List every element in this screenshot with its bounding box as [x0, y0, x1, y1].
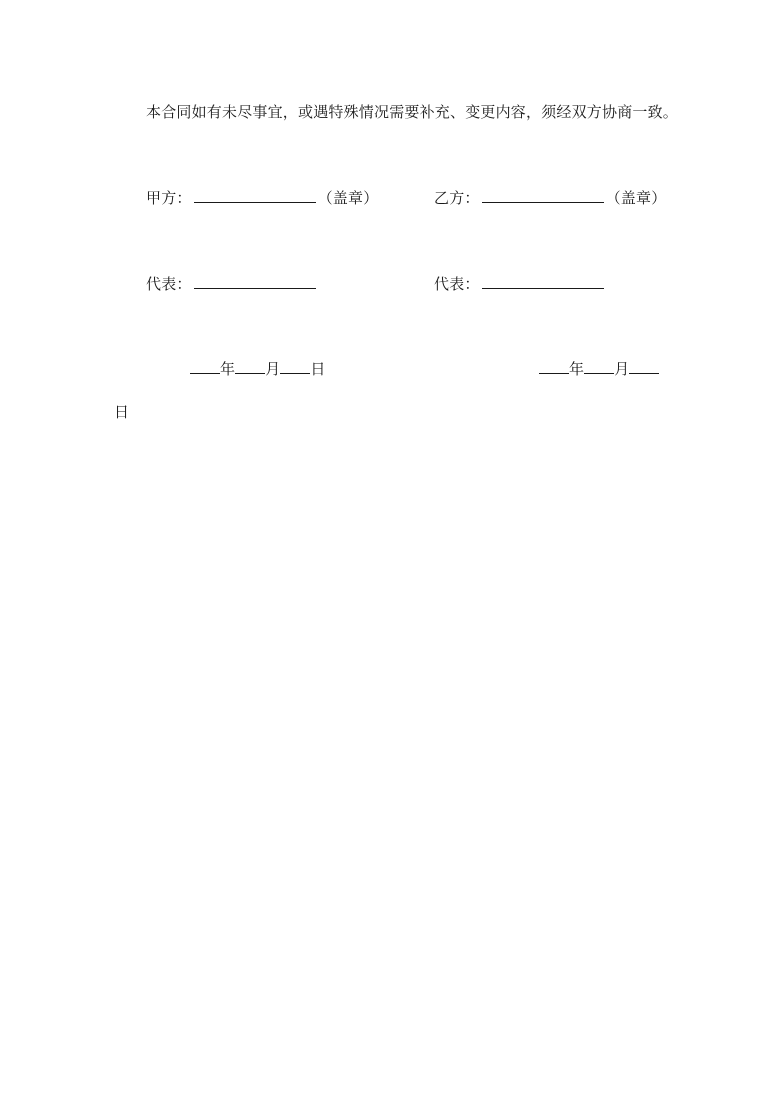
party-a-rep-label: 代表：: [146, 275, 192, 293]
month-label: 月: [265, 360, 281, 378]
party-a-day-blank[interactable]: [280, 359, 310, 374]
party-b-seal-label: （盖章）: [605, 189, 667, 207]
year-label: 年: [569, 360, 585, 378]
party-a-line: [146, 188, 378, 208]
party-b-label: 乙方：: [434, 189, 480, 207]
party-a-label: 甲方：: [146, 189, 192, 207]
day-label: 日: [114, 403, 130, 421]
party-b-day-wrap: [114, 402, 129, 422]
party-b-rep-label: 代表：: [434, 275, 480, 293]
party-a-rep-line: [146, 274, 318, 294]
party-b-month-blank[interactable]: [584, 359, 614, 374]
party-a-month-blank[interactable]: [235, 359, 265, 374]
supplement-clause: [146, 102, 678, 122]
party-b-rep-blank[interactable]: [482, 274, 604, 289]
day-label: 日: [310, 360, 326, 378]
party-b-date-line: [539, 359, 659, 379]
party-b-rep-line: [434, 274, 606, 294]
party-a-signature-blank[interactable]: [194, 188, 316, 203]
party-b-day-blank[interactable]: [629, 359, 659, 374]
party-a-date-line: [190, 359, 326, 379]
party-a-seal-label: （盖章）: [317, 189, 379, 207]
party-b-line: [434, 188, 666, 208]
party-b-signature-blank[interactable]: [482, 188, 604, 203]
party-a-year-blank[interactable]: [190, 359, 220, 374]
month-label: 月: [614, 360, 630, 378]
party-a-rep-blank[interactable]: [194, 274, 316, 289]
year-label: 年: [220, 360, 236, 378]
party-b-year-blank[interactable]: [539, 359, 569, 374]
clause-text: 本合同如有未尽事宜，或遇特殊情况需要补充、变更内容，须经双方协商一致。: [146, 103, 679, 121]
